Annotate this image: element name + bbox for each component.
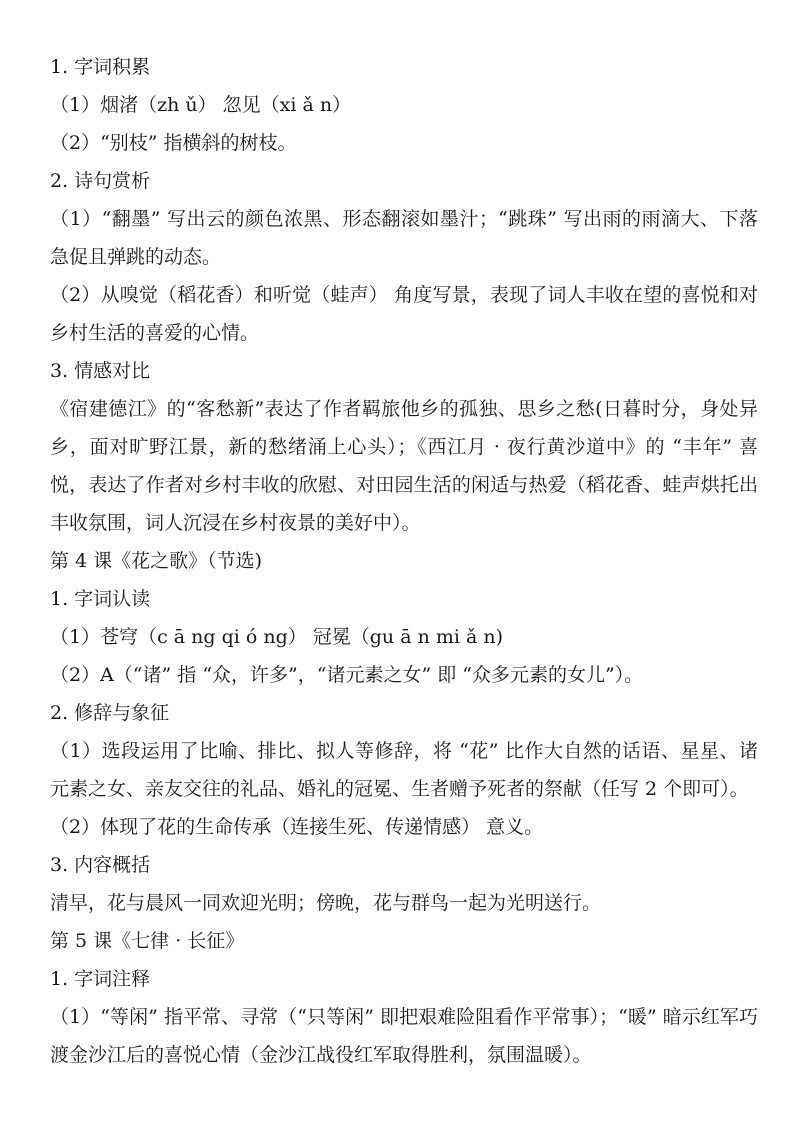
section-heading: 2. 诗句赏析 [50,170,151,192]
answer-paragraph: 清早，花与晨风一同欢迎光明；傍晚，花与群鸟一起为光明送行。 [50,892,602,914]
section-heading: 1. 字词注释 [50,968,151,990]
document-page [50,48,758,1074]
answer-item: （1）苍穹（c ā ng qi ó ng） 冠冕（gu ā n mi ǎ n) [50,626,504,648]
answer-item: （1）选段运用了比喻、排比、拟人等修辞，将 “花” 比作大自然的话语、星星、诸元素之女、亲友交往的礼品、婚礼的冠冕、生者赠予死者的祭献（任写 2 个即可）。 [50,740,758,800]
section-heading: 1. 字词积累 [50,56,151,78]
section-heading: 3. 内容概括 [50,854,151,876]
answer-item: （2）A（“诸” 指 “众，许多”，“诸元素之女” 即 “众多元素的女儿”）。 [50,664,644,686]
section-heading: 2. 修辞与象征 [50,702,170,724]
answer-item: （1）“等闲” 指平常、寻常（“只等闲” 即把艰难险阻看作平常事）；“暖” 暗示红军巧渡金沙江后的喜悦心情（金沙江战役红军取得胜利，氛围温暖）。 [50,1006,758,1066]
answer-paragraph: 《宿建德江》的“客愁新”表达了作者羁旅他乡的孤独、思乡之愁(日暮时分，身处异乡，面对旷野江景，新的愁绪涌上心头）；《西江月 · 夜行黄沙道中》的 “丰年” 喜悦，表达了作者对乡村丰收的欣慰、对田园生活的闲适与热爱（稻花香、蛙声烘托出丰收氛围，词人沉浸在乡村夜景的美好中）。 [50,398,758,534]
answer-item: （2）“别枝” 指横斜的树枝。 [50,132,297,154]
section-heading: 3. 情感对比 [50,360,151,382]
answer-item: （1）烟渚（zh ǔ） 忽见（xi ǎ n） [50,94,352,116]
section-heading: 1. 字词认读 [50,588,151,610]
lesson-title: 第 5 课《七律 · 长征》 [50,930,245,952]
answer-item: （1）“翻墨” 写出云的颜色浓黑、形态翻滚如墨汁；“跳珠” 写出雨的雨滴大、下落急促且弹跳的动态。 [50,208,758,268]
answer-item: （2）从嗅觉（稻花香）和听觉（蛙声） 角度写景，表现了词人丰收在望的喜悦和对乡村生活的喜爱的心情。 [50,284,758,344]
answer-item: （2）体现了花的生命传承（连接生死、传递情感） 意义。 [50,816,544,838]
lesson-title: 第 4 课《花之歌》（节选) [50,550,263,572]
